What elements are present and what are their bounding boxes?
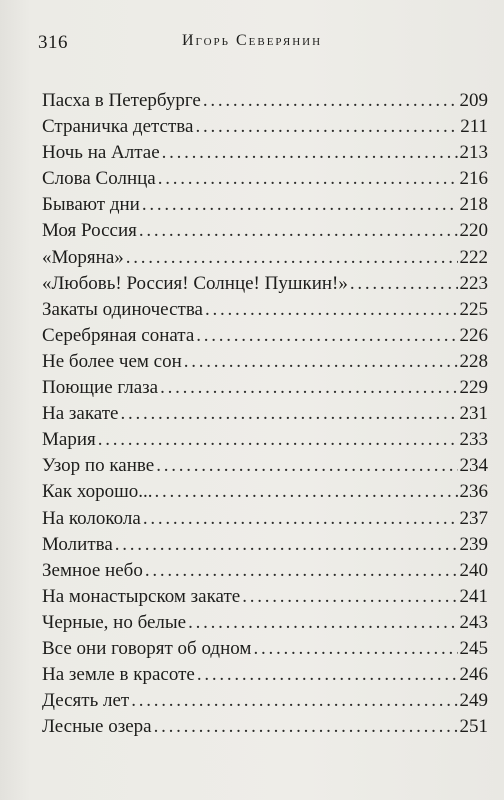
toc-entry-page: 225: [459, 298, 488, 320]
toc-entry: [42, 192, 488, 218]
toc-entry-page: 209: [459, 90, 488, 111]
toc-entry-page: 228: [459, 350, 488, 372]
toc-dot-leader: [156, 453, 457, 479]
toc-dot-leader: [162, 140, 458, 166]
toc-entry-title: Десять лет: [42, 690, 130, 712]
toc-entry-page: 223: [459, 272, 488, 294]
toc-entry-title: Как хорошо...: [42, 481, 153, 503]
toc-entry-title: Поющие глаза: [42, 377, 159, 399]
toc-entry-title: «Моряна»: [42, 246, 124, 268]
toc-entry: [42, 532, 488, 558]
toc-entry: [42, 584, 488, 610]
toc-entry-title: Закаты одиночества: [42, 298, 203, 320]
toc-entry: [42, 427, 488, 453]
toc-entry-title: Черные, но белые: [42, 611, 187, 633]
toc-entry: [42, 479, 488, 505]
toc-dot-leader: [242, 584, 457, 610]
toc-dot-leader: [142, 192, 458, 218]
toc-dot-leader: [188, 610, 457, 636]
toc-entry-title: Серебряная соната: [42, 324, 195, 346]
toc-dot-leader: [98, 427, 458, 453]
toc-entry-title: Моя Россия: [42, 220, 137, 242]
toc-entry-title: На монастырском закате: [42, 585, 241, 607]
table-of-contents: [42, 88, 488, 740]
toc-entry-page: 239: [459, 533, 488, 555]
page-number: 316: [38, 32, 68, 53]
toc-entry: [42, 610, 488, 636]
toc-entry: [42, 506, 488, 532]
toc-entry-page: 240: [459, 559, 488, 581]
toc-entry: [42, 114, 488, 140]
toc-dot-leader: [154, 714, 458, 740]
toc-dot-leader: [203, 88, 458, 114]
toc-entry-page: 246: [459, 664, 488, 686]
toc-entry: [42, 323, 488, 349]
toc-entry: [42, 218, 488, 244]
toc-dot-leader: [131, 688, 457, 714]
toc-entry: [42, 88, 488, 114]
toc-dot-leader: [126, 245, 458, 271]
toc-entry-title: Пасха в Петербурге: [42, 90, 201, 111]
toc-dot-leader: [143, 506, 458, 532]
toc-entry-page: 243: [459, 611, 488, 633]
toc-dot-leader: [139, 218, 458, 244]
toc-entry-page: 236: [459, 481, 488, 503]
toc-entry-title: Земное небо: [42, 559, 143, 581]
toc-entry-page: 229: [459, 377, 488, 399]
toc-entry-title: Ночь на Алтае: [42, 142, 160, 164]
toc-dot-leader: [205, 297, 458, 323]
page-header: [38, 32, 466, 56]
toc-dot-leader: [115, 532, 458, 558]
toc-dot-leader: [145, 558, 458, 584]
toc-entry: [42, 271, 488, 297]
toc-entry-title: Все они говорят об одном: [42, 637, 252, 659]
toc-entry-title: Молитва: [42, 533, 113, 555]
toc-entry: [42, 349, 488, 375]
toc-entry-page: 241: [459, 585, 488, 607]
toc-entry-page: 220: [459, 220, 488, 242]
toc-dot-leader: [350, 271, 458, 297]
toc-entry-title: Мария: [42, 429, 96, 451]
toc-entry: [42, 297, 488, 323]
toc-entry: [42, 166, 488, 192]
toc-entry-page: 218: [459, 194, 488, 216]
toc-dot-leader: [253, 636, 457, 662]
running-head: Игорь Северянин: [181, 32, 323, 49]
toc-entry-title: На закате: [42, 403, 119, 425]
toc-entry: [42, 662, 488, 688]
toc-entry-title: Не более чем сон: [42, 350, 182, 372]
toc-dot-leader: [197, 662, 458, 688]
toc-dot-leader: [120, 401, 457, 427]
toc-entry-page: 211: [460, 116, 488, 138]
toc-dot-leader: [158, 166, 458, 192]
toc-entry: [42, 245, 488, 271]
toc-entry-page: 249: [459, 690, 488, 712]
toc-entry-page: 233: [459, 429, 488, 451]
toc-entry: [42, 453, 488, 479]
toc-entry-page: 251: [459, 716, 488, 738]
toc-entry-page: 213: [459, 142, 488, 164]
toc-entry-page: 245: [459, 637, 488, 659]
toc-entry: [42, 375, 488, 401]
toc-dot-leader: [184, 349, 458, 375]
toc-entry: [42, 140, 488, 166]
toc-entry-title: Лесные озера: [42, 716, 152, 738]
toc-entry-page: 226: [459, 324, 488, 346]
toc-dot-leader: [160, 375, 457, 401]
toc-entry-title: Узор по канве: [42, 455, 155, 477]
toc-entry-title: На земле в красоте: [42, 664, 195, 686]
toc-entry-title: «Любовь! Россия! Солнце! Пушкин!»: [42, 272, 348, 294]
toc-entry-page: 237: [459, 507, 488, 529]
toc-entry: [42, 401, 488, 427]
toc-entry: [42, 688, 488, 714]
toc-entry-title: Слова Солнца: [42, 168, 156, 190]
toc-dot-leader: [195, 114, 458, 140]
toc-entry-title: Страничка детства: [42, 116, 194, 138]
toc-entry-page: 222: [459, 246, 488, 268]
toc-entry: [42, 558, 488, 584]
toc-entry: [42, 714, 488, 740]
toc-entry-title: На колокола: [42, 507, 141, 529]
toc-entry: [42, 636, 488, 662]
toc-entry-page: 231: [459, 403, 488, 425]
toc-entry-title: Бывают дни: [42, 194, 140, 216]
toc-entry-page: 234: [459, 455, 488, 477]
toc-entry-page: 216: [459, 168, 488, 190]
toc-dot-leader: [196, 323, 457, 349]
toc-dot-leader: [155, 479, 458, 505]
